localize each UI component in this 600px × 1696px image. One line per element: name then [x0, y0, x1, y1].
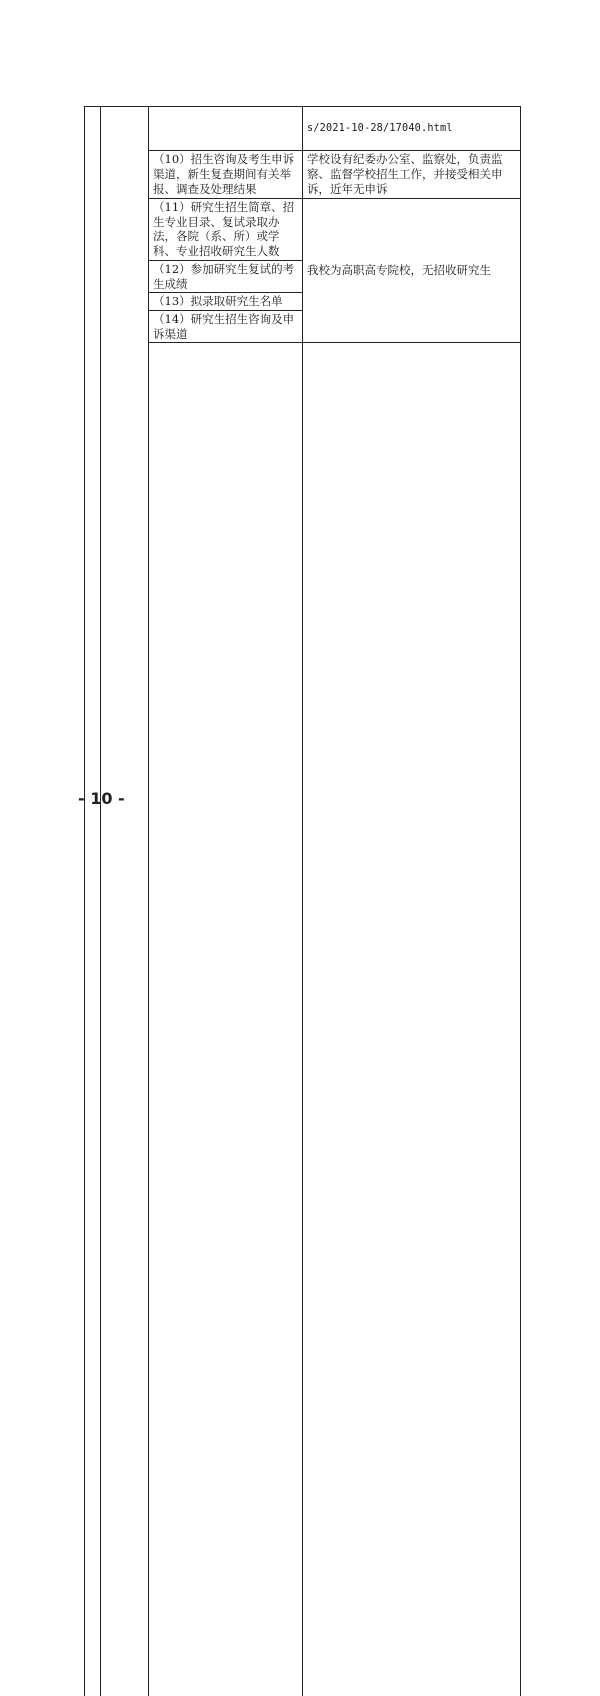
item-cell: （11）研究生招生简章、招生专业目录、复试录取办法，各院（系、所）或学科、专业招收研究生人数: [149, 199, 303, 261]
value-cell: 学校设有纪委办公室、监察处，负责监察、监督学校招生工作，并接受相关申诉，近年无申诉: [303, 151, 521, 199]
value-cell: [303, 107, 521, 151]
item-cell: （10）招生咨询及考生申诉渠道，新生复查期间有关举报、调查及处理结果: [149, 151, 303, 199]
item-cell: （13）拟录取研究生名单: [149, 293, 303, 311]
section-number-cell: [85, 107, 101, 1696]
value-cell: 我校为高职高专院校，无招收研究生: [303, 199, 521, 343]
item-cell: （14）研究生招生咨询及申诉渠道: [149, 311, 303, 343]
item-cell: [149, 107, 303, 151]
table-row: [85, 343, 521, 1696]
section-category-cell: [101, 107, 149, 1696]
table-row: [85, 107, 521, 151]
page-number: - 10 -: [78, 789, 125, 808]
section-number-cell: [149, 343, 303, 1696]
section-category-cell: [303, 343, 521, 1696]
table-row: [85, 199, 521, 261]
table-row: [85, 151, 521, 199]
item-cell: （12）参加研究生复试的考生成绩: [149, 260, 303, 292]
url-text: s/2021-10-28/17040.html: [307, 123, 453, 134]
disclosure-table: [84, 106, 521, 1696]
